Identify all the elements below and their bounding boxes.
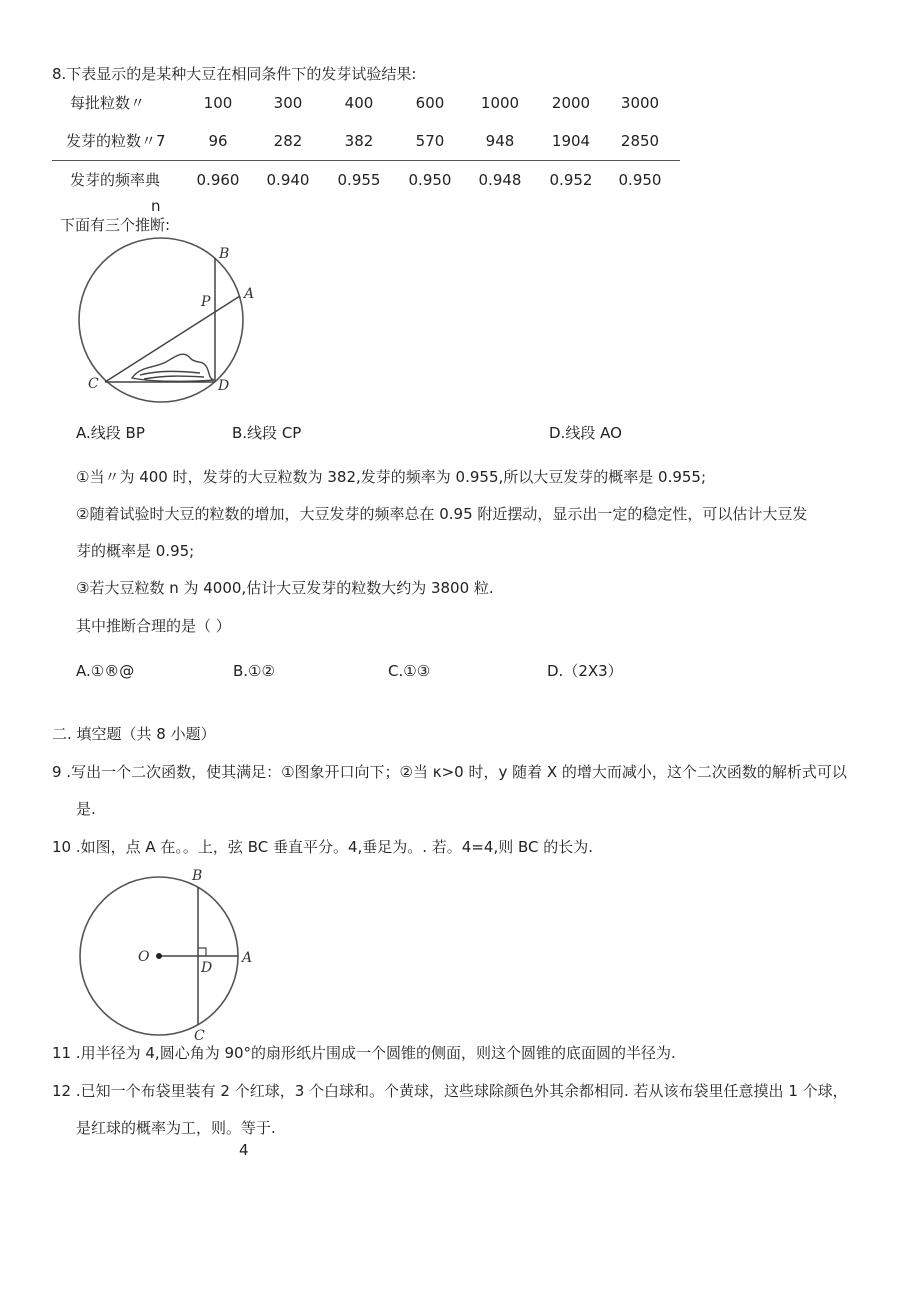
label-d: D (201, 960, 213, 976)
option-d: D.（2X3） (547, 662, 623, 680)
perpendicular-chord-figure (78, 864, 258, 1044)
table-cell: 0.950 (408, 171, 452, 189)
table-cell: 0.950 (618, 171, 662, 189)
table-cell: 948 (485, 132, 515, 150)
statement-2: ②随着试验时大豆的粒数的增加，大豆发芽的频率总在 0.95 附近摆动，显示出一定的稳定性，可以估计大豆发 (76, 505, 808, 523)
table-cell: 0.948 (478, 171, 522, 189)
stray-option-a: A.线段 BP (76, 424, 145, 442)
label-c: C (88, 376, 99, 392)
label-b: B (219, 246, 230, 262)
center-point (156, 953, 162, 959)
statement-2-cont: 芽的概率是 0.95; (76, 542, 195, 560)
q12-line-2: 是红球的概率为工，则。等于. (76, 1119, 276, 1137)
stray-option-d: D.线段 AO (549, 424, 622, 442)
q12-denominator: 4 (239, 1141, 249, 1159)
label-b: B (192, 868, 203, 884)
q11-text: 11 .用半径为 4,圆心角为 90°的扇形纸片围成一个圆锥的侧面，则这个圆锥的底面圆的半径为. (52, 1044, 676, 1062)
table-cell: 3000 (620, 94, 660, 112)
table-cell: 100 (203, 94, 233, 112)
option-c: C.①③ (388, 662, 431, 680)
q10-text: 10 .如图，点 A 在。。上，弦 BC 垂直平分。4,垂足为。. 若。4=4,则 BC 的长为. (52, 838, 594, 856)
table-cell: 382 (344, 132, 374, 150)
section-2-title: 二. 填空题（共 8 小题） (52, 725, 216, 743)
row-label-germination-frequency: 发芽的频率典 (70, 171, 161, 189)
table-cell: 2000 (551, 94, 591, 112)
q9-line-2: 是. (76, 800, 96, 818)
statement-3: ③若大豆粒数 n 为 4000,估计大豆发芽的粒数大约为 3800 粒. (76, 579, 494, 597)
table-cell: 1904 (551, 132, 591, 150)
label-o: O (138, 949, 150, 965)
statement-1: ①当〃为 400 时，发芽的大豆粒数为 382,发芽的频率为 0.955,所以大豆发芽的概率是 0.955; (76, 468, 707, 486)
right-angle-mark (198, 948, 206, 956)
q12-line-1: 12 .已知一个布袋里装有 2 个红球，3 个白球和。个黄球，这些球除颜色外其余都相同. 若从该布袋里任意摸出 1 个球， (52, 1082, 848, 1100)
q8-lead: 下面有三个推断: (60, 216, 171, 234)
q8-title: 8.下表显示的是某种大豆在相同条件下的发芽试验结果: (52, 65, 417, 83)
table-divider (52, 160, 680, 161)
label-p: P (201, 294, 211, 310)
stray-n: n (151, 197, 161, 215)
label-a: A (242, 950, 253, 966)
option-a: A.①®@ (76, 662, 135, 680)
q8-question: 其中推断合理的是（ ） (76, 617, 231, 635)
table-cell: 570 (415, 132, 445, 150)
table-cell: 0.952 (549, 171, 593, 189)
table-cell: 2850 (620, 132, 660, 150)
table-cell: 600 (415, 94, 445, 112)
table-cell: 0.955 (337, 171, 381, 189)
table-cell: 282 (273, 132, 303, 150)
row-label-batch-count: 每批粒数〃 (70, 94, 146, 112)
table-cell: 0.960 (196, 171, 240, 189)
q9-line-1: 9 .写出一个二次函数，使其满足：①图象开口向下；②当 κ>0 时，y 随着 X 的增大而减小，这个二次函数的解析式可以 (52, 763, 847, 781)
scribble-lines (140, 371, 204, 379)
option-b: B.①② (233, 662, 275, 680)
circle-chord-figure (76, 236, 276, 416)
label-a: A (244, 286, 255, 302)
stray-option-b: B.线段 CP (232, 424, 302, 442)
table-cell: 96 (208, 132, 228, 150)
table-cell: 0.940 (266, 171, 310, 189)
table-cell: 300 (273, 94, 303, 112)
table-cell: 400 (344, 94, 374, 112)
chord-ca (105, 296, 240, 382)
row-label-germinated-count: 发芽的粒数〃7 (66, 132, 166, 150)
table-cell: 1000 (480, 94, 520, 112)
label-c: C (194, 1028, 205, 1044)
label-d: D (218, 378, 230, 394)
